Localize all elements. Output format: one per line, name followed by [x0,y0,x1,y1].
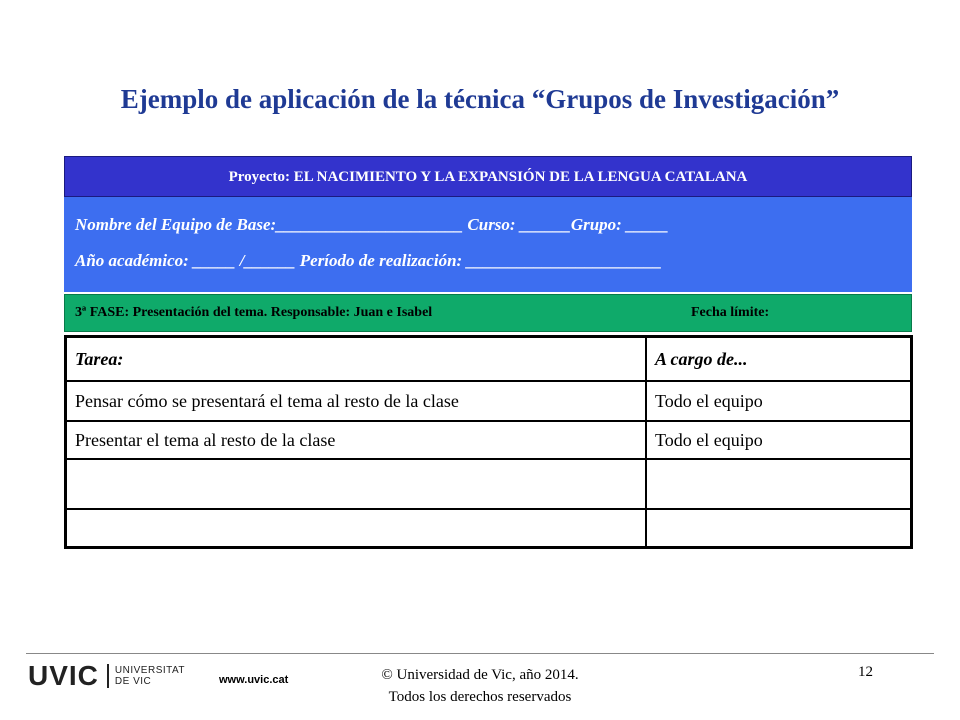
copyright-notice [330,664,630,708]
project-banner: Proyecto: EL NACIMIENTO Y LA EXPANSIÓN DE LA LENGUA CATALANA [64,156,912,197]
phase-banner [64,294,912,332]
task-cell: Presentar el tema al resto de la clase [66,421,647,459]
footer-divider [26,653,934,654]
table-row [66,509,912,548]
assignee-cell: Todo el equipo [646,421,912,459]
university-logo [28,662,185,690]
slide-title: Ejemplo de aplicación de la técnica “Grupos de Investigación” [120,84,840,114]
deadline-label: Fecha límite: [691,305,770,320]
table-row [66,421,912,459]
task-cell [66,509,647,548]
copyright-line-2: Todos los derechos reservados [388,689,572,705]
table-header-row [66,337,912,382]
table-row [66,381,912,421]
website-link[interactable]: www.uvic.cat [219,674,289,686]
task-table [64,335,913,549]
table-row [66,459,912,509]
assignee-cell [646,459,912,509]
page-number: 12 [858,664,873,680]
team-info-panel [64,197,912,292]
academic-year-line: Año académico: _____ /______ Período de realización: _______________________ [75,251,662,270]
task-header: Tarea: [66,337,647,382]
logo-divider [107,664,109,688]
logo-text-line-1: UNIVERSITAT [114,665,186,676]
phase-label: 3ª FASE: Presentación del tema. Responsable: Juan e Isabel [75,305,433,320]
logo-wordmark [115,665,185,687]
task-cell [66,459,647,509]
task-cell: Pensar cómo se presentará el tema al resto de la clase [66,381,647,421]
logo-text-line-2: DE VIC [114,676,152,687]
assignee-cell [646,509,912,548]
uvic-logo-mark: UVIC [28,660,99,691]
team-name-line: Nombre del Equipo de Base:______________________ Curso: ______Grupo: _____ [75,215,669,234]
assignee-header: A cargo de... [646,337,912,382]
assignee-cell: Todo el equipo [646,381,912,421]
copyright-line-1: © Universidad de Vic, año 2014. [381,667,579,683]
